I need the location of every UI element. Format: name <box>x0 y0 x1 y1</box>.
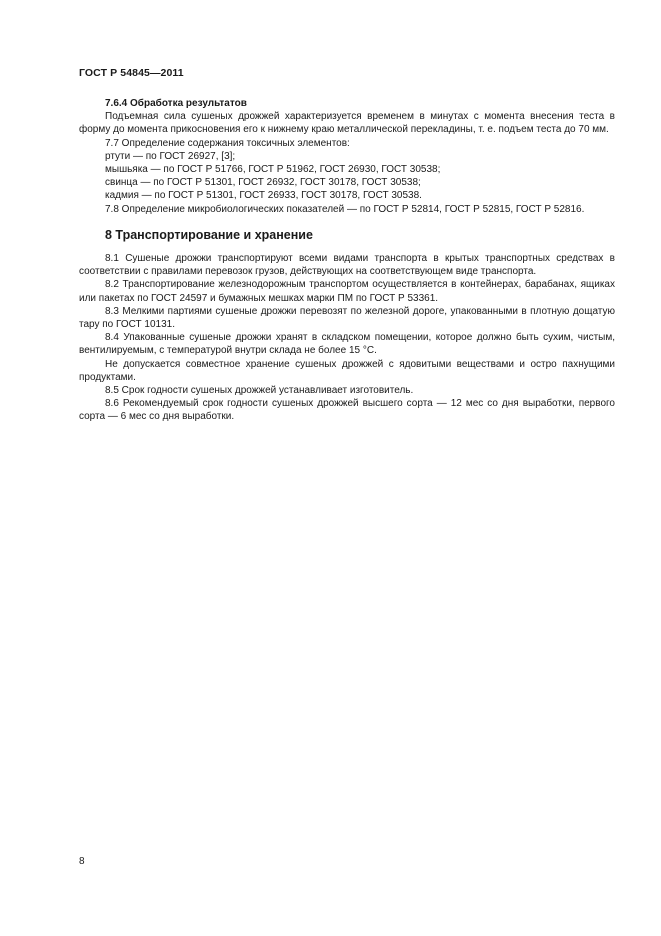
paragraph-8-1: 8.1 Сушеные дрожжи транспортируют всеми видами транспорта в крытых транспортных средствах в соответствии с правилами перевозок грузов, действующих на соответствующем виде транспорта. <box>79 253 615 278</box>
paragraph-8-2: 8.2 Транспортирование железнодорожным транспортом осуществляется в контейнерах, барабанах, ящиках или пакетах по ГОСТ 24597 и бумажных мешках марки ПМ по ГОСТ Р 53361. <box>79 279 615 304</box>
paragraph-8-3: 8.3 Мелкими партиями сушеные дрожжи перевозят по железной дороге, упакованными в плотную дощатую тару по ГОСТ 10131. <box>79 305 615 331</box>
list-item-toxic-cadmium: кадмия — по ГОСТ Р 51301, ГОСТ 26933, ГОСТ 30178, ГОСТ 30538. <box>105 190 422 202</box>
page-number: 8 <box>79 856 85 867</box>
paragraph-8-6: 8.6 Рекомендуемый срок годности сушеных дрожжей высшего сорта — 12 мес со дня выработки, первого сорта — 6 мес со дня выработки. <box>79 398 615 423</box>
list-item-toxic-arsenic: мышьяка — по ГОСТ Р 51766, ГОСТ Р 51962, ГОСТ 26930, ГОСТ 30538; <box>105 164 441 176</box>
document-header-id: ГОСТ Р 54845—2011 <box>79 67 184 79</box>
paragraph-7-7-intro: 7.7 Определение содержания токсичных элементов: <box>105 137 350 149</box>
paragraph-7-6-4: Подъемная сила сушеных дрожжей характеризуется временем в минутах с момента внесения теста в форму до момента прикосновения его к нижнему краю металлической перекладины, т. е. подъем теста до 70 мм. <box>79 111 615 136</box>
paragraph-8-4: 8.4 Упакованные сушеные дрожжи хранят в складском помещении, которое должно быть сухим, чистым, вентилируемым, с температурой внутри склада не более 15 °С. <box>79 332 615 357</box>
paragraph-8-4-note: Не допускается совместное хранение сушеных дрожжей с ядовитыми веществами и остро пахнущими продуктами. <box>79 358 615 383</box>
paragraph-8-5: 8.5 Срок годности сушеных дрожжей устанавливает изготовитель. <box>105 385 414 397</box>
section-heading-8: 8 Транспортирование и хранение <box>105 227 313 242</box>
paragraph-7-8: 7.8 Определение микробиологических показателей — по ГОСТ Р 52814, ГОСТ Р 52815, ГОСТ Р 52816. <box>105 203 585 215</box>
list-item-toxic-mercury: ртути — по ГОСТ 26927, [3]; <box>105 150 236 162</box>
subsection-heading-7-6-4: 7.6.4 Обработка результатов <box>105 98 247 109</box>
document-body <box>79 97 615 424</box>
list-item-toxic-lead: свинца — по ГОСТ Р 51301, ГОСТ 26932, ГОСТ 30178, ГОСТ 30538; <box>105 177 421 189</box>
